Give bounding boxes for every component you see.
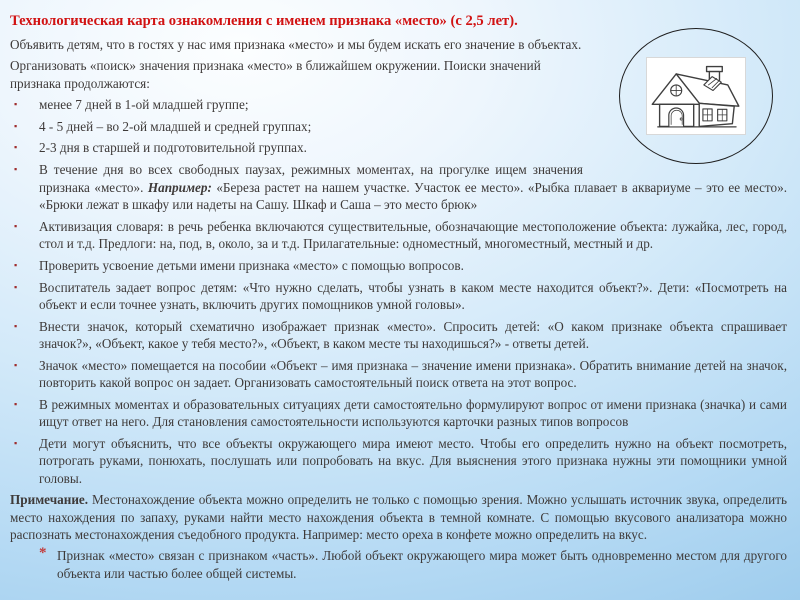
bullet-text-post: «Береза растет на нашем участке. Участок ее место». «Рыбка плавает в аквариуме – это ее место». «Брюки лежат в шкафу или надеты на Сашу. Шкаф и Саша – это место брюк» <box>39 179 788 212</box>
bullet-square-icon: ▪ <box>14 281 18 292</box>
bullet-square-icon: ▪ <box>14 220 18 231</box>
bullet-square-icon: ▪ <box>14 120 18 131</box>
bullet-item-day-search <box>10 161 787 213</box>
bullet-text: Проверить усвоение детьми имени признака «место» с помощью вопросов. <box>39 257 464 273</box>
note-text: Местонахождение объекта можно определить не только с помощью зрения. Можно услышать источник звука, определить место нахождения по запаху, руками найти место нахождения объекта в темной комнате. С помощью вкусового анализатора можно распознать местонахождения съедобного продукта. Например: место ореха в конфете можно определить на вкус. <box>10 492 787 542</box>
slide-title: Технологическая карта ознакомления с именем признака «место» (с 2,5 лет). <box>10 13 518 29</box>
bullet-item-duration-3 <box>10 139 787 156</box>
bullet-item-teacher-question <box>10 279 787 314</box>
bullet-square-icon: ▪ <box>14 359 18 370</box>
footnote-paragraph <box>10 547 787 582</box>
bullet-item-routine-moments <box>10 396 787 431</box>
bullet-text: Значок «место» помещается на пособии «Объект – имя признака – значение имени признака». Обратить внимание детей на значок, повторить какой вопрос он задает. Организовать самостоятельный поиск ответа на этот вопрос. <box>39 357 787 391</box>
bullet-text: Воспитатель задает вопрос детям: «Что нужно сделать, чтобы узнать в каком месте находится объект?». Дети: «Посмотреть на объект и если точнее узнать, включить других помощников умной головы». <box>39 279 787 312</box>
bullet-item-introduce-icon <box>10 318 787 353</box>
bullet-text-pre: В течение дня во всех свободных паузах, режимных моментах, на прогулке ищем значения признака «место». <box>39 162 583 195</box>
asterisk-icon: * <box>39 545 47 562</box>
bullet-item-children-explain <box>10 435 787 487</box>
example-label: Например: <box>147 179 212 195</box>
bullet-item-icon-placement <box>10 357 787 392</box>
bullet-item-check-questions <box>10 257 787 274</box>
bullet-square-icon: ▪ <box>14 398 18 409</box>
bullet-square-icon: ▪ <box>14 437 18 448</box>
note-paragraph <box>10 491 787 543</box>
bullet-text: Дети могут объяснить, что все объекты окружающего мира имеют место. Чтобы его определить нужно на объект посмотреть, потрогать руками, понюхать, послушать или попробовать на вкус. Для выяснения этого признака нужны эти помощники умной головы. <box>39 435 787 486</box>
bullet-square-icon: ▪ <box>14 98 18 109</box>
intro-paragraph-2: Организовать «поиск» значения признака «место» в ближайшем окружении. Поиски значений признака продолжаются: <box>10 58 541 91</box>
note-label: Примечание. <box>10 492 89 508</box>
bullet-text: менее 7 дней в 1-ой младшей группе; <box>39 96 249 112</box>
bullet-item-duration-1 <box>10 96 787 113</box>
bullet-item-vocabulary <box>10 218 787 253</box>
bullet-square-icon: ▪ <box>14 320 18 331</box>
bullet-square-icon: ▪ <box>14 164 18 175</box>
intro-paragraph-1: Объявить детям, что в гостях у нас имя признака «место» и мы будем искать его значение в объектах. <box>10 37 582 52</box>
bullet-item-duration-2 <box>10 118 787 135</box>
bullet-text: 2-3 дня в старшей и подготовительной группах. <box>39 140 307 156</box>
footnote-text: Признак «место» связан с признаком «часть». Любой объект окружающего мира может быть одновременно местом для другого объекта или частью более общей системы. <box>57 548 787 581</box>
bullet-text: Активизация словаря: в речь ребенка включаются существительные, обозначающие местоположение объекта: лужайка, лес, город, стол и т.д. Предлоги: на, под, в, около, за и т.д. Прилагательные: одноместный, многоместный, местный и др. <box>39 218 787 251</box>
bullet-text: В режимных моментах и образовательных ситуациях дети самостоятельно формулируют вопрос от имени признака (значка) и сами ищут ответ на него. Для становления самостоятельности используются карточки разных типов вопросов <box>39 396 787 430</box>
bullet-square-icon: ▪ <box>14 259 18 270</box>
bullet-text: Внести значок, который схематично изображает признак «место». Спросить детей: «О каком признаке объекта спрашивает значок?», «Объект, какое у тебя место?», «Объект, в каком месте ты находишься?» - ответы детей. <box>39 318 787 351</box>
bullet-square-icon: ▪ <box>14 142 18 153</box>
bullet-text: 4 - 5 дней – во 2-ой младшей и средней группах; <box>39 118 312 134</box>
